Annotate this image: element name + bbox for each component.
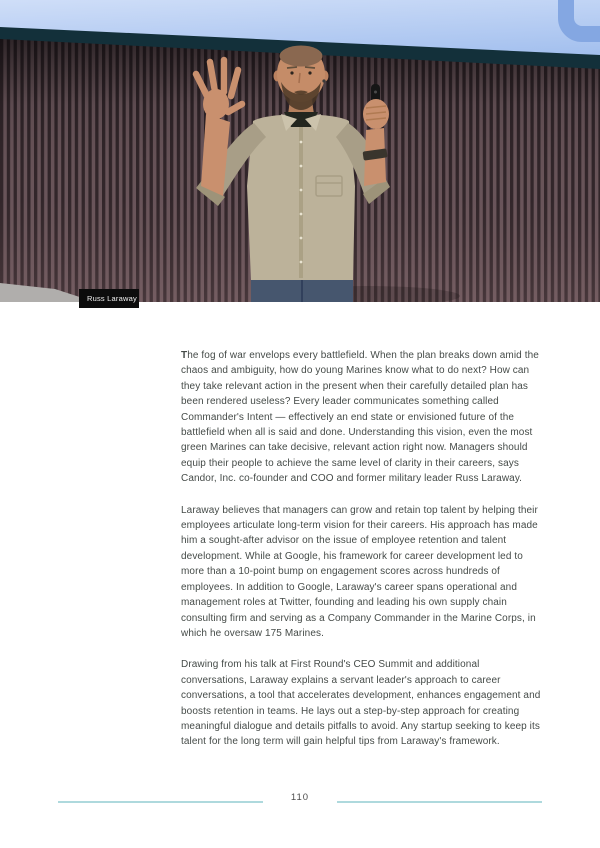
stage-photo-illustration <box>0 0 600 302</box>
footer-rule-left <box>58 801 263 803</box>
page-number: 110 <box>290 792 310 803</box>
nose-line <box>299 73 300 83</box>
paragraph-1: The fog of war envelops every battlefield. When the plan breaks down amid the chaos and ambiguity, how do young Marines know what to do next? How can they take relevant action in the present when their carefully detailed plan has been rendered useless? Every leader communicates something called Commander's Intent — effectively an end state or envisioned future of the battlefield when all is said and done. Understanding this vision, even the most green Marines can take decisive, relevant action right now. Managers should equip their people to achieve the same level of clarity in their careers, says Candor, Inc. co-founder and COO and former military leader Russ Laraway. <box>181 350 539 485</box>
photo-caption-label: Russ Laraway <box>87 294 137 303</box>
paragraph-3: Drawing from his talk at First Round's CEO Summit and additional conversations, Laraway explains a servant leader's approach to career conversations, a tool that accelerates development, enhances engagement and boosts retention in teams. He lays out a step-by-step approach for creating meaningful dialogue and details pitfalls to avoid. Any startup seeking to keep its talent for the long term will gain helpful tips from Laraway's framework. <box>181 659 541 748</box>
footer-rule-right <box>337 801 542 803</box>
paragraph-2: Laraway believes that managers can grow and retain top talent by helping their employees articulate long-term vision for their careers. His approach has made him a sought-after advisor on the issue of employee retention and talent development. While at Google, his framework for career development led to more than a 10-point bump on engagement scores across hundreds of employees. In addition to Google, Laraway's career spans operational and management roles at Twitter, founding and leading his own supply chain consulting firm and serving as a Company Commander in the Marine Corps, in which he oversaw 175 Marines. <box>181 504 538 639</box>
stage-photo <box>0 0 600 302</box>
clicker-button <box>374 91 377 94</box>
article-body <box>181 348 548 766</box>
eye-right <box>308 71 311 74</box>
eye-left <box>290 71 293 74</box>
photo-caption-badge <box>79 289 139 308</box>
buzzed-hair <box>280 46 323 67</box>
earpiece-mic <box>322 79 325 82</box>
shirt-placket <box>299 126 303 278</box>
